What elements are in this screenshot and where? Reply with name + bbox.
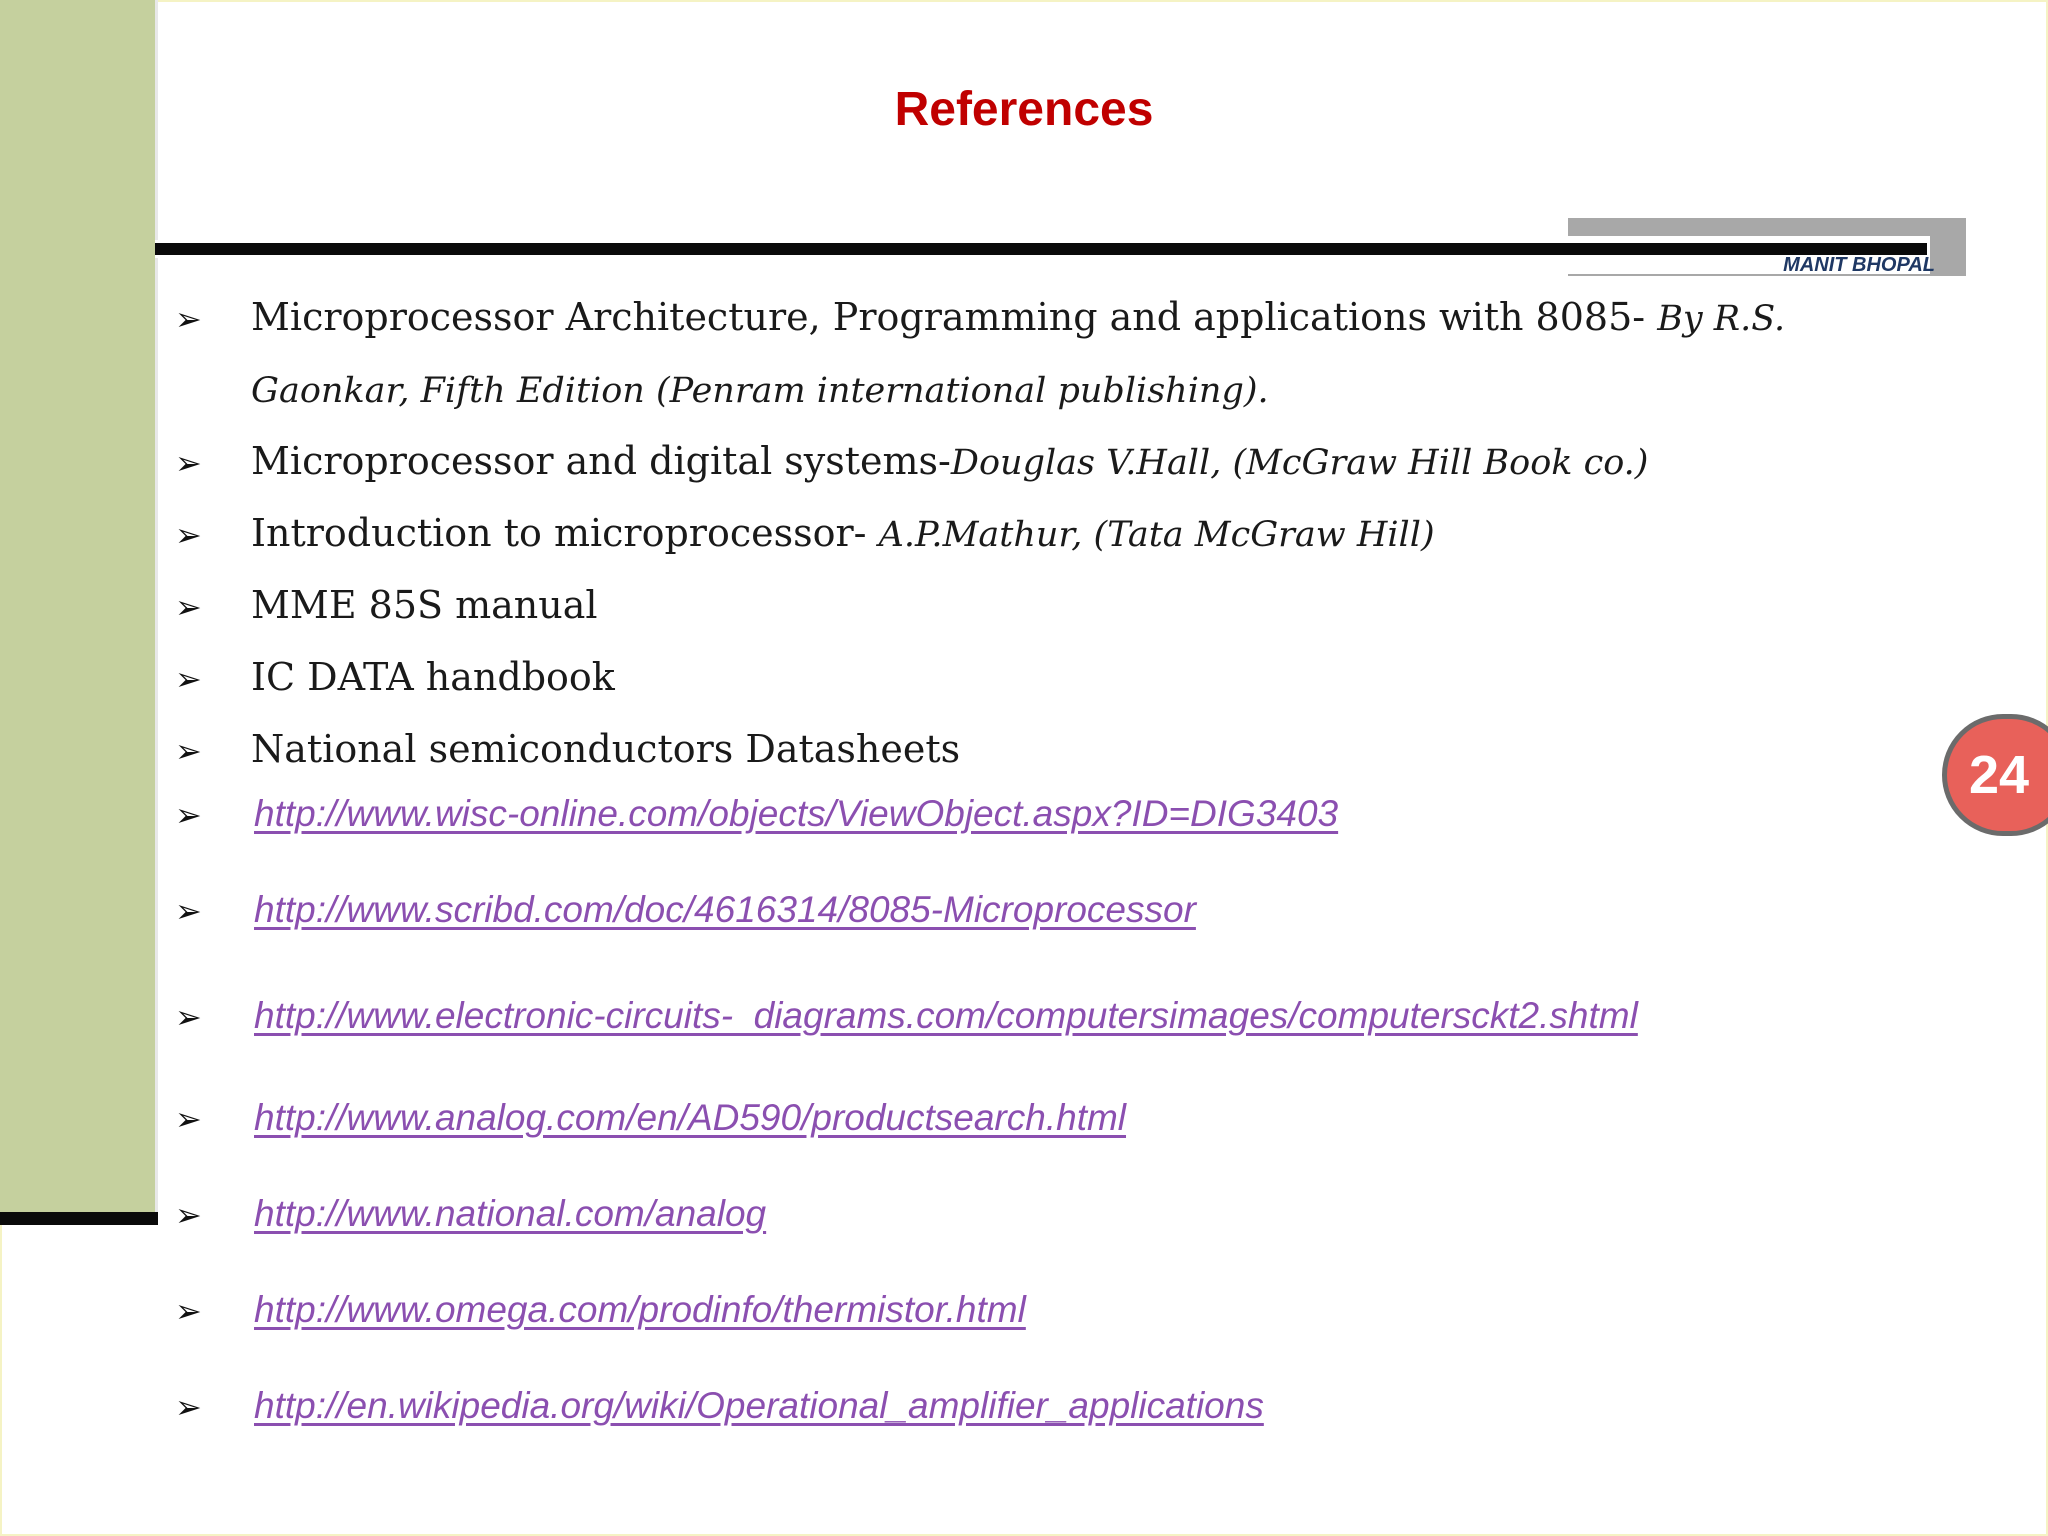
arrowhead-bullet-icon: ➢ bbox=[175, 660, 202, 698]
left-sidebar-panel bbox=[0, 0, 158, 1212]
arrowhead-bullet-icon: ➢ bbox=[175, 1100, 202, 1138]
reference-text bbox=[251, 436, 1871, 487]
reference-text: MME 85S manual bbox=[251, 583, 598, 627]
reference-text bbox=[251, 292, 1871, 343]
reference-text bbox=[251, 508, 1871, 559]
arrowhead-bullet-icon: ➢ bbox=[175, 516, 202, 554]
book-title: Introduction to microprocessor- bbox=[251, 511, 879, 555]
org-label: MANIT BHOPAL bbox=[1783, 254, 1935, 276]
reference-link-scribd[interactable]: http://www.scribd.com/doc/4616314/8085-Microprocessor bbox=[254, 889, 1196, 930]
book-title: Microprocessor Architecture, Programming and applications with 8085- bbox=[251, 295, 1658, 339]
reference-link-national[interactable]: http://www.national.com/analog bbox=[254, 1193, 767, 1234]
arrowhead-bullet-icon: ➢ bbox=[175, 1388, 202, 1426]
book-author: Gaonkar, Fifth Edition (Penram international publishing). bbox=[251, 371, 1269, 411]
arrowhead-bullet-icon: ➢ bbox=[175, 1292, 202, 1330]
arrowhead-bullet-icon: ➢ bbox=[175, 588, 202, 626]
arrowhead-bullet-icon: ➢ bbox=[175, 892, 202, 930]
book-author: A.P.Mathur, (Tata McGraw Hill) bbox=[878, 515, 1435, 555]
page-number: 24 bbox=[1969, 745, 2030, 805]
reference-link-wisc-online[interactable]: http://www.wisc-online.com/objects/ViewObject.aspx?ID=DIG3403 bbox=[254, 793, 1339, 834]
arrowhead-bullet-icon: ➢ bbox=[175, 300, 202, 338]
reference-text: National semiconductors Datasheets bbox=[251, 727, 961, 771]
reference-link-analog[interactable]: http://www.analog.com/en/AD590/productsearch.html bbox=[254, 1097, 1127, 1138]
slide-title: References bbox=[894, 83, 1154, 136]
book-author: Douglas V.Hall, (McGraw Hill Book co.) bbox=[950, 443, 1649, 483]
reference-link-omega[interactable]: http://www.omega.com/prodinfo/thermistor.html bbox=[254, 1289, 1026, 1330]
book-title: Microprocessor and digital systems- bbox=[251, 439, 951, 483]
reference-text: IC DATA handbook bbox=[251, 655, 615, 699]
header-rule bbox=[155, 240, 1927, 258]
reference-text bbox=[251, 364, 1871, 415]
arrowhead-bullet-icon: ➢ bbox=[175, 444, 202, 482]
arrowhead-bullet-icon: ➢ bbox=[175, 1196, 202, 1234]
reference-link-wikipedia[interactable]: http://en.wikipedia.org/wiki/Operational_amplifier_applications bbox=[254, 1385, 1264, 1426]
book-author: By R.S. bbox=[1657, 299, 1786, 339]
reference-link-electronic-circuits[interactable]: http://www.electronic-circuits- diagrams.com/computersimages/computersckt2.shtml bbox=[254, 995, 1638, 1036]
arrowhead-bullet-icon: ➢ bbox=[175, 998, 202, 1036]
sidebar-bottom-bar bbox=[0, 1212, 158, 1225]
page-number-badge bbox=[1942, 714, 2048, 836]
arrowhead-bullet-icon: ➢ bbox=[175, 796, 202, 834]
arrowhead-bullet-icon: ➢ bbox=[175, 732, 202, 770]
